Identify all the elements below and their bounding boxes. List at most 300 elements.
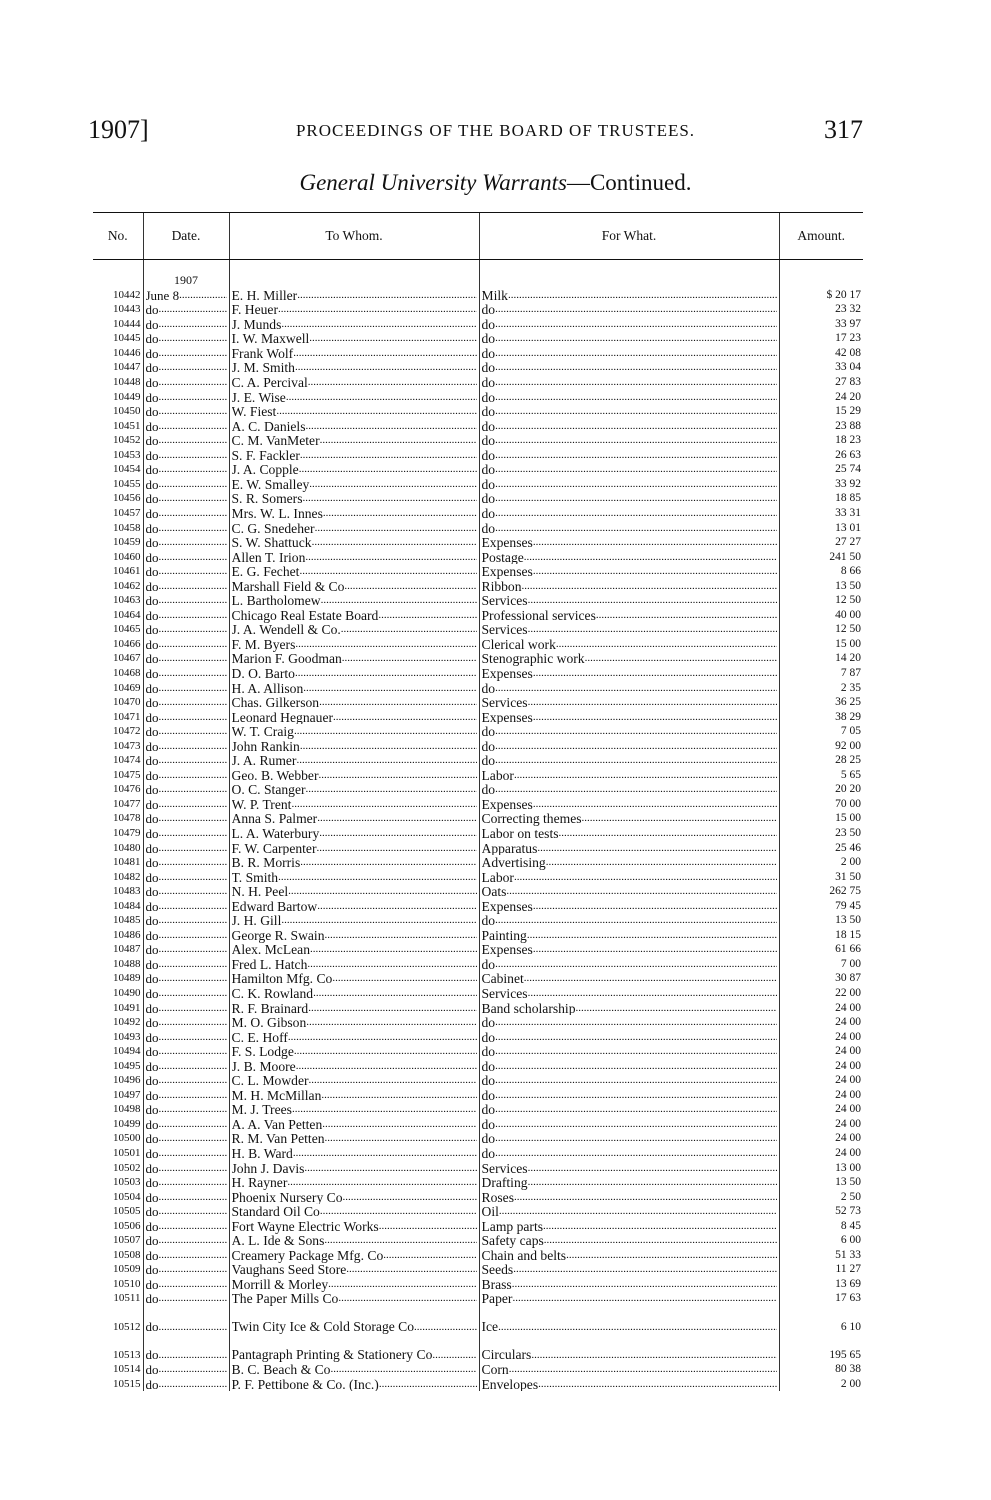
- payee-text: Hamilton Mfg. Co: [231, 972, 333, 987]
- leader-dots: [378, 609, 476, 623]
- leader-dots: [159, 303, 227, 317]
- warrant-number: 10462: [113, 579, 141, 592]
- leader-dots: [159, 332, 227, 346]
- purpose: [479, 1204, 779, 1219]
- leader-dots: [533, 565, 777, 579]
- amount: 6 00: [779, 1234, 863, 1249]
- leader-dots: [291, 798, 476, 812]
- leader-dots: [317, 900, 476, 914]
- leader-dots: [514, 769, 777, 783]
- warrant-date-text: do: [145, 841, 159, 856]
- table-row: [93, 332, 863, 347]
- table-row: [93, 375, 863, 390]
- warrant-date-text: do: [145, 492, 159, 507]
- amount: 262 75: [779, 884, 863, 899]
- warrant-date: [143, 695, 229, 710]
- payee: [229, 564, 479, 579]
- amount: 92 00: [779, 739, 863, 754]
- leader-dots: [159, 1118, 227, 1132]
- warrant-date-text: June 8: [145, 288, 180, 303]
- purpose-text: Circulars: [481, 1348, 532, 1363]
- leader-dots: [159, 1363, 227, 1377]
- warrant-number: 10445: [113, 332, 141, 345]
- purpose: [479, 914, 779, 929]
- table-row: [93, 1001, 863, 1016]
- amount: 33 04: [779, 361, 863, 376]
- payee-text: R. F. Brainard: [231, 1001, 309, 1016]
- leader-dots: [159, 1132, 227, 1146]
- payee: [229, 899, 479, 914]
- warrant-number: 10470: [113, 696, 141, 709]
- leader-dots: [159, 842, 227, 856]
- leader-dots: [278, 303, 477, 317]
- purpose-text: Expenses: [481, 666, 533, 681]
- payee: [229, 390, 479, 405]
- payee: [229, 535, 479, 550]
- table-row: [93, 433, 863, 448]
- leader-dots: [495, 958, 776, 972]
- leader-dots: [321, 594, 477, 608]
- warrant-date-text: do: [145, 521, 159, 536]
- payee: [229, 1175, 479, 1190]
- purpose-text: do: [481, 521, 496, 536]
- warrant-date-text: do: [145, 477, 159, 492]
- warrant-date-text: do: [145, 1248, 159, 1263]
- warrant-date: [143, 404, 229, 419]
- amount: 23 32: [779, 303, 863, 318]
- purpose: [479, 1234, 779, 1249]
- warrant-date-text: do: [145, 1234, 159, 1249]
- purpose: [479, 841, 779, 856]
- amount: 24 00: [779, 1132, 863, 1147]
- purpose-text: do: [481, 681, 496, 696]
- leader-dots: [159, 958, 227, 972]
- warrant-date: [143, 332, 229, 347]
- leader-dots: [295, 361, 477, 375]
- purpose-text: Lamp parts: [481, 1219, 544, 1234]
- warrant-date-text: do: [145, 463, 159, 478]
- warrant-date-text: do: [145, 346, 159, 361]
- leader-dots: [159, 1162, 227, 1176]
- leader-dots: [531, 1348, 776, 1362]
- purpose-text: do: [481, 448, 496, 463]
- col-header-date: Date.: [143, 213, 229, 260]
- amount: 15 00: [779, 812, 863, 827]
- amount: 80 38: [779, 1362, 863, 1377]
- leader-dots: [537, 842, 776, 856]
- table-row: [93, 623, 863, 638]
- warrant-date-text: do: [145, 681, 159, 696]
- warrant-number: 10457: [113, 506, 141, 519]
- table-row: [93, 797, 863, 812]
- warrant-date: [143, 593, 229, 608]
- payee-text: W. Fiest: [231, 405, 277, 419]
- leader-dots: [524, 551, 777, 565]
- warrant-date-text: do: [145, 1205, 159, 1219]
- leader-dots: [159, 1348, 227, 1362]
- purpose: [479, 346, 779, 361]
- amount: 15 29: [779, 404, 863, 419]
- warrant-date-text: do: [145, 783, 159, 798]
- payee-text: Chicago Real Estate Board: [231, 608, 379, 623]
- warrant-date: [143, 826, 229, 841]
- leader-dots: [288, 1031, 477, 1045]
- leader-dots: [159, 1263, 227, 1277]
- warrant-date-text: do: [145, 419, 159, 434]
- col-header-no: No.: [93, 213, 143, 260]
- payee: [229, 1248, 479, 1263]
- purpose: [479, 521, 779, 536]
- payee-text: Edward Bartow: [231, 899, 318, 914]
- warrant-date-text: do: [145, 826, 159, 841]
- table-row: [93, 914, 863, 929]
- payee: [229, 1292, 479, 1307]
- warrant-date-text: do: [145, 928, 159, 943]
- amount: 12 50: [779, 623, 863, 638]
- purpose-text: do: [481, 754, 496, 769]
- leader-dots: [159, 667, 227, 681]
- warrant-number: 10453: [113, 448, 141, 461]
- leader-dots: [159, 580, 227, 594]
- warrant-date: [143, 1015, 229, 1030]
- payee: [229, 884, 479, 899]
- leader-dots: [512, 1292, 776, 1306]
- leader-dots: [495, 303, 776, 317]
- purpose: [479, 1146, 779, 1161]
- purpose: [479, 724, 779, 739]
- leader-dots: [544, 1234, 777, 1248]
- warrant-date-text: do: [145, 623, 159, 638]
- purpose-text: Services: [481, 594, 528, 609]
- payee: [229, 332, 479, 347]
- table-row: [93, 652, 863, 667]
- amount: 24 00: [779, 1117, 863, 1132]
- warrant-date: [143, 1175, 229, 1190]
- table-row: [93, 1362, 863, 1377]
- leader-dots: [159, 1045, 227, 1059]
- leader-dots: [533, 667, 777, 681]
- leader-dots: [159, 682, 227, 696]
- leader-dots: [528, 623, 777, 637]
- table-row: [93, 1161, 863, 1176]
- leader-dots: [159, 638, 227, 652]
- purpose-text: do: [481, 390, 496, 405]
- leader-dots: [325, 1132, 477, 1146]
- warrant-number: 10466: [113, 637, 141, 650]
- payee: [229, 623, 479, 638]
- payee-text: E. H. Miller: [231, 288, 298, 303]
- leader-dots: [159, 1031, 227, 1045]
- leader-dots: [159, 463, 227, 477]
- purpose: [479, 375, 779, 390]
- purpose: [479, 855, 779, 870]
- leader-dots: [159, 885, 227, 899]
- warrant-date-text: do: [145, 594, 159, 609]
- warrant-number: 10489: [113, 972, 141, 985]
- leader-dots: [495, 1060, 776, 1074]
- warrant-date-text: do: [145, 1088, 159, 1103]
- purpose: [479, 754, 779, 769]
- leader-dots: [495, 478, 776, 492]
- leader-dots: [499, 1205, 777, 1219]
- leader-dots: [495, 1074, 776, 1088]
- amount: 11 27: [779, 1263, 863, 1278]
- table-row: [93, 361, 863, 376]
- warrant-date: [143, 652, 229, 667]
- warrant-date-text: do: [145, 666, 159, 681]
- warrant-date-text: do: [145, 1277, 159, 1292]
- table-row: [93, 593, 863, 608]
- amount: 12 50: [779, 593, 863, 608]
- payee: [229, 492, 479, 507]
- warrant-date: [143, 783, 229, 798]
- payee-text: J. Munds: [231, 317, 282, 332]
- warrant-date-text: do: [145, 885, 159, 899]
- purpose-text: Clerical work: [481, 637, 556, 652]
- purpose-text: do: [481, 332, 496, 347]
- amount: 6 10: [779, 1306, 863, 1334]
- amount: 7 87: [779, 666, 863, 681]
- warrant-number: 10463: [113, 594, 141, 607]
- leader-dots: [325, 929, 477, 943]
- purpose: [479, 564, 779, 579]
- purpose-text: Ribbon: [481, 579, 522, 594]
- table-row: [93, 739, 863, 754]
- purpose-text: Services: [481, 696, 528, 710]
- purpose-text: Corn: [481, 1363, 509, 1377]
- leader-dots: [495, 1016, 776, 1030]
- leader-dots: [294, 1045, 477, 1059]
- amount: 13 01: [779, 521, 863, 536]
- warrant-number: 10493: [113, 1030, 141, 1043]
- table-row: [93, 1146, 863, 1161]
- table-row: [93, 1377, 863, 1392]
- leader-dots: [278, 871, 476, 885]
- table-row: [93, 1263, 863, 1278]
- warrant-number: 10461: [113, 565, 141, 578]
- purpose-text: Apparatus: [481, 841, 538, 856]
- payee: [229, 1015, 479, 1030]
- warrant-number: 10474: [113, 754, 141, 767]
- payee: [229, 666, 479, 681]
- amount: 25 74: [779, 463, 863, 478]
- warrant-date-text: do: [145, 768, 159, 783]
- purpose-text: do: [481, 303, 496, 318]
- leader-dots: [159, 1147, 227, 1161]
- warrant-date: [143, 1334, 229, 1362]
- warrant-date: [143, 1161, 229, 1176]
- payee-text: Chas. Gilkerson: [231, 696, 320, 710]
- purpose-text: do: [481, 957, 496, 972]
- table-row: [93, 768, 863, 783]
- purpose: [479, 390, 779, 405]
- purpose: [479, 1088, 779, 1103]
- leader-dots: [596, 609, 777, 623]
- warrant-date: [143, 535, 229, 550]
- year-row: [93, 266, 863, 288]
- warrant-date-text: do: [145, 448, 159, 463]
- warrant-number: 10512: [113, 1321, 141, 1334]
- purpose-text: Band scholarship: [481, 1001, 576, 1016]
- payee-text: C. M. VanMeter: [231, 434, 320, 449]
- payee: [229, 1161, 479, 1176]
- payee-text: N. H. Peel: [231, 885, 289, 899]
- table-row: [93, 855, 863, 870]
- warrant-number: 10479: [113, 826, 141, 839]
- leader-dots: [379, 1220, 477, 1234]
- leader-dots: [513, 1263, 776, 1277]
- purpose: [479, 957, 779, 972]
- payee: [229, 404, 479, 419]
- leader-dots: [495, 1147, 776, 1161]
- leader-dots: [310, 943, 476, 957]
- leader-dots: [159, 420, 227, 434]
- warrant-date: [143, 1044, 229, 1059]
- purpose-text: Roses: [481, 1190, 514, 1205]
- warrant-number: 10508: [113, 1248, 141, 1261]
- purpose-text: do: [481, 506, 496, 521]
- purpose: [479, 1059, 779, 1074]
- payee: [229, 1030, 479, 1045]
- warrant-number: 10465: [113, 623, 141, 636]
- leader-dots: [528, 1162, 777, 1176]
- warrant-date: [143, 754, 229, 769]
- leader-dots: [309, 1074, 477, 1088]
- warrant-date-text: do: [145, 1117, 159, 1132]
- purpose: [479, 1190, 779, 1205]
- payee: [229, 477, 479, 492]
- amount: 40 00: [779, 608, 863, 623]
- purpose: [479, 1132, 779, 1147]
- payee-text: J. B. Moore: [231, 1059, 296, 1074]
- leader-dots: [159, 1249, 227, 1263]
- leader-dots: [508, 289, 777, 303]
- purpose: [479, 652, 779, 667]
- purpose-text: Brass: [481, 1277, 512, 1292]
- leader-dots: [159, 1002, 227, 1016]
- table-row: [93, 317, 863, 332]
- warrant-number: 10444: [113, 317, 141, 330]
- payee-text: W. P. Trent: [231, 797, 292, 812]
- warrant-date: [143, 375, 229, 390]
- warrant-date: [143, 1306, 229, 1334]
- amount: 24 00: [779, 1015, 863, 1030]
- purpose: [479, 797, 779, 812]
- leader-dots: [524, 972, 777, 986]
- leader-dots: [495, 522, 776, 536]
- amount: 5 65: [779, 768, 863, 783]
- payee-text: C. G. Snedeher: [231, 521, 315, 536]
- warrant-number: 10478: [113, 812, 141, 825]
- table-row: [93, 506, 863, 521]
- purpose: [479, 332, 779, 347]
- warrant-date-text: do: [145, 1190, 159, 1205]
- payee: [229, 419, 479, 434]
- amount: 2 00: [779, 1377, 863, 1392]
- warrant-date: [143, 957, 229, 972]
- warrant-number: 10505: [113, 1205, 141, 1218]
- warrant-number: 10504: [113, 1190, 141, 1203]
- amount: 25 46: [779, 841, 863, 856]
- amount: 2 35: [779, 681, 863, 696]
- warrant-date: [143, 1219, 229, 1234]
- amount: 24 00: [779, 1059, 863, 1074]
- table-row: [93, 1030, 863, 1045]
- leader-dots: [159, 798, 227, 812]
- warrant-date-text: do: [145, 434, 159, 449]
- warrant-number: 10495: [113, 1059, 141, 1072]
- leader-dots: [159, 914, 227, 928]
- leader-dots: [495, 1118, 776, 1132]
- leader-dots: [321, 1089, 476, 1103]
- purpose: [479, 361, 779, 376]
- purpose-text: Drafting: [481, 1176, 528, 1190]
- table-row: [93, 1175, 863, 1190]
- purpose: [479, 463, 779, 478]
- purpose-text: Seeds: [481, 1263, 514, 1278]
- payee: [229, 1277, 479, 1292]
- table-row: [93, 681, 863, 696]
- payee: [229, 928, 479, 943]
- leader-dots: [159, 449, 227, 463]
- leader-dots: [495, 740, 776, 754]
- leader-dots: [322, 1118, 476, 1132]
- amount: 18 85: [779, 492, 863, 507]
- warrant-date: [143, 1248, 229, 1263]
- warrant-number: 10454: [113, 463, 141, 476]
- payee: [229, 1103, 479, 1118]
- payee-text: Fred L. Hatch: [231, 957, 308, 972]
- warrant-date: [143, 710, 229, 725]
- purpose-text: Expenses: [481, 899, 533, 914]
- leader-dots: [309, 332, 476, 346]
- warrant-date: [143, 724, 229, 739]
- payee-text: J. A. Wendell & Co.: [231, 623, 341, 638]
- leader-dots: [292, 1103, 477, 1117]
- purpose: [479, 928, 779, 943]
- purpose-text: Ice: [481, 1320, 499, 1335]
- leader-dots: [159, 536, 227, 550]
- purpose: [479, 1161, 779, 1176]
- warrant-date: [143, 986, 229, 1001]
- warrant-number: 10507: [113, 1234, 141, 1247]
- payee: [229, 1001, 479, 1016]
- leader-dots: [495, 492, 776, 506]
- amount: 70 00: [779, 797, 863, 812]
- payee-text: Marshall Field & Co: [231, 579, 345, 594]
- warrant-number: 10501: [113, 1147, 141, 1160]
- purpose: [479, 579, 779, 594]
- leader-dots: [538, 1378, 776, 1392]
- table-row: [93, 1074, 863, 1089]
- purpose: [479, 593, 779, 608]
- amount: 24 00: [779, 1044, 863, 1059]
- table-row: [93, 608, 863, 623]
- warrant-date: [143, 855, 229, 870]
- leader-dots: [495, 507, 776, 521]
- warrant-date: [143, 681, 229, 696]
- payee-text: J. H. Gill: [231, 914, 282, 929]
- payee: [229, 361, 479, 376]
- table-row: [93, 637, 863, 652]
- payee-text: Alex. McLean: [231, 943, 311, 958]
- table-row: [93, 986, 863, 1001]
- payee-text: H. Rayner: [231, 1176, 288, 1190]
- amount: 24 00: [779, 1146, 863, 1161]
- payee-text: J. A. Rumer: [231, 754, 297, 769]
- leader-dots: [281, 318, 476, 332]
- leader-dots: [159, 754, 227, 768]
